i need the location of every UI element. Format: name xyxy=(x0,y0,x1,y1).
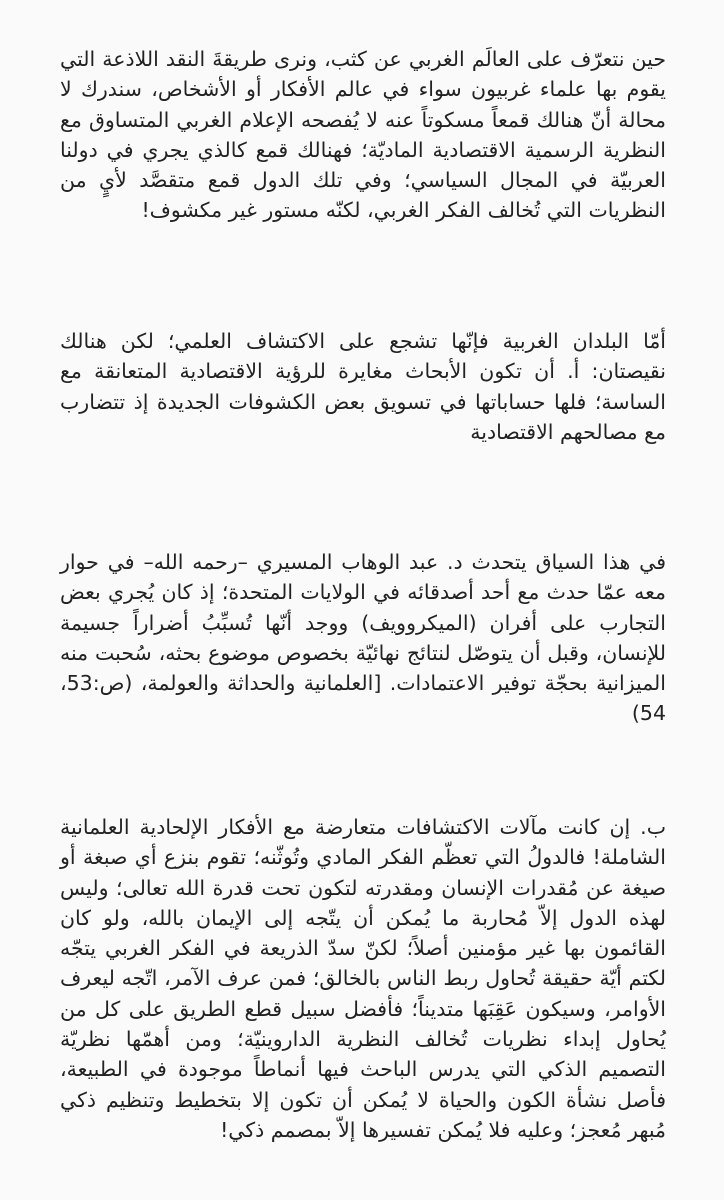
paragraph-scientific-discovery: أمّا البلدان الغربية فإنّها تشجع على الاكتشاف العلمي؛ لكن هنالك نقيصتان: أ. أن تكون الأبحاث مغايرة للرؤية الاقتصادية المتعانقة مع الساسة؛ فلها حساباتها في تسويق بعض الكشوفات الجديدة إذ تتضارب مع مصالحهم الاقتصادية xyxy=(60,329,666,444)
paragraph-atheist-secular-ideas: ب. إن كانت مآلات الاكتشافات متعارضة مع الأفكار الإلحادية العلمانية الشاملة! فالدولُ التي تعظّم الفكر المادي وتُوثّنه؛ تقوم بنزع أي صبغة أو صيغة عن مُقدرات الإنسان ومقدرته لتكون تحت قدرة الله تعالى؛ وليس لهذه الدول إلاّ مُحاربة ما يُمكن أن يتّجه إلى الإيمان بالله، ولو كان القائمون بها غير مؤمنين أصلاً؛ لكنّ سدّ الذريعة في الفكر الغربي يتجّه لكتم أيّة حقيقة تُحاول ربط الناس بالخالق؛ فمن عرف الآمر، اتّجه ليعرف الأوامر، وسيكون عَقِبَها متديناً؛ فأفضل سبيل قطع الطريق على كل من يُحاول إبداء نظريات تُخالف النظرية الداروينيّة؛ ومن أهمّها نظريّة التصميم الذكي التي يدرس الباحث فيها أنماطاً موجودة في الطبيعة، فأصل نشأة الكون والحياة لا يُمكن أن تكون إلا بتخطيط وتنظيم ذكي مُبهر مُعجز؛ وعليه فلا يُمكن تفسيرها إلاّ بمصمم ذكي! xyxy=(60,815,666,1142)
paragraph-western-suppression: حين نتعرّف على العالَم الغربي عن كثب، ونرى طريقةَ النقد اللاذعة التي يقوم بها علماء غربيون سواء في عالم الأفكار أو الأشخاص، سندرك لا محالة أنّ هنالك قمعاً مسكوتاً عنه لا يُفصحه الإعلام الغربي المتساوق مع النظرية الرسمية الاقتصادية الماديّة؛ فهنالك قمع كالذي يجري في دولنا العربيّة في المجال السياسي؛ وفي تلك الدول قمع متقصَّد لأيٍ من النظريات التي تُخالف الفكر الغربي، لكنّه مستور غير مكشوف! xyxy=(60,47,666,223)
paragraph-messiri-example: في هذا السياق يتحدث د. عبد الوهاب المسيري –رحمه الله– في حوار معه عمّا حدث مع أحد أصدقائه في الولايات المتحدة؛ إذ كان يُجري بعض التجارب على أفران (الميكروويف) ووجد أنّها تُسبِّبُ أضراراً جسيمة للإنسان، وقبل أن يتوصّل لنتائج نهائيّة بخصوص موضوع بحثه، سُحبت منه الميزانية بحجّة توفير الاعتمادات. [العلمانية والحداثة والعولمة، (ص:53، 54) xyxy=(60,550,666,726)
